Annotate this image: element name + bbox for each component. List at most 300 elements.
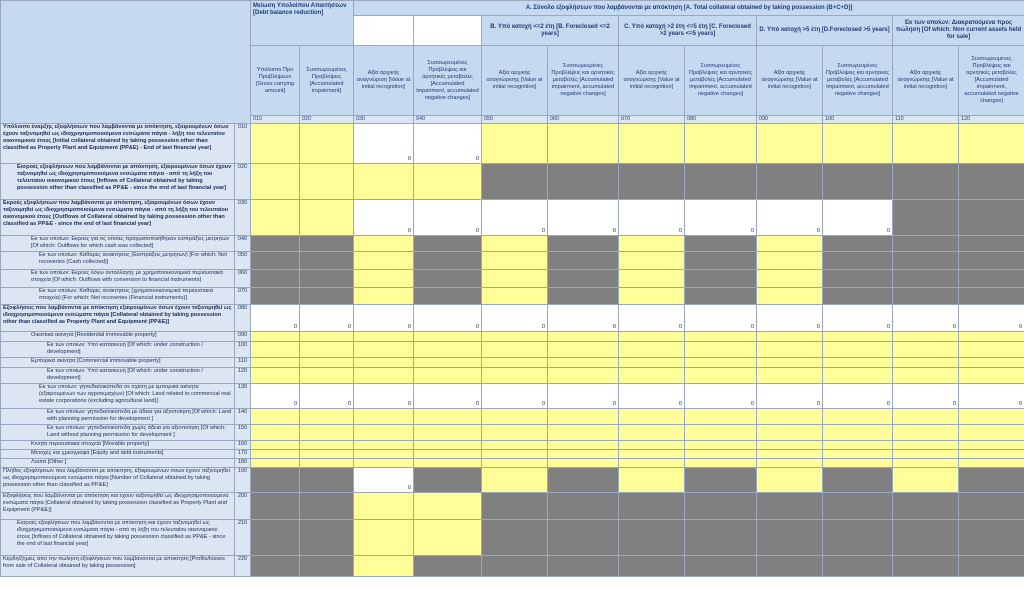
input-cell[interactable] (757, 252, 823, 270)
input-cell[interactable]: 0 (354, 305, 414, 332)
input-cell[interactable] (251, 342, 300, 358)
table-row (1, 468, 1024, 493)
disabled-cell (685, 288, 757, 305)
disabled-cell (823, 252, 893, 270)
input-cell[interactable] (619, 124, 685, 164)
disabled-cell (893, 288, 959, 305)
input-cell[interactable] (482, 450, 548, 459)
row-label: Εκ των οποίων: Εκροές για τις οποίες πραγματοποιήθηκαν εισπράξεις μετρητών [Of which: Outflows for which cash was collected] (1, 236, 235, 252)
input-cell[interactable] (482, 368, 548, 384)
gross-header: Υπόλοιπο Προ Προβλέψεων [Gross carrying amount] (251, 46, 300, 116)
input-cell[interactable]: 0 (414, 124, 482, 164)
input-cell[interactable] (757, 288, 823, 305)
input-cell[interactable] (482, 468, 548, 493)
input-cell[interactable] (685, 409, 757, 425)
row-code: 090 (235, 332, 251, 342)
input-cell[interactable]: 0 (619, 384, 685, 409)
input-cell[interactable]: 0 (893, 384, 959, 409)
input-cell[interactable] (893, 124, 959, 164)
input-cell[interactable] (619, 252, 685, 270)
input-cell[interactable]: 0 (619, 305, 685, 332)
disabled-cell (959, 164, 1024, 200)
input-cell[interactable] (414, 332, 482, 342)
input-cell[interactable]: 0 (482, 384, 548, 409)
input-cell[interactable] (251, 368, 300, 384)
row-label: Πλήθος εξοφλήσεων που λαμβάνονται με απόκτηση, εξαιρουμένων όσων έχουν ταξινομηθεί ως ιδιοχρησιμοποιούμενα ενσώματα πάγια [Number of Collateral obtained by taking possession other than classified as PP&E] (1, 468, 235, 493)
input-cell[interactable] (757, 270, 823, 288)
input-cell[interactable] (251, 441, 300, 450)
input-cell[interactable]: 0 (757, 384, 823, 409)
input-cell[interactable] (893, 358, 959, 368)
row-label: Εισροές εξοφλήσεων που λαμβάνονται με απόκτηση, εξαιρουμένων όσων έχουν ταξινομηθεί ως ιδιοχρησιμοποιούμενα ενσώματα πάγια - από τη λήξη του τελευταίου οικονομικού έτους [Inflows of Collateral obtained by taking possession other than classified as PP&E - since the end of last financial year] (1, 164, 235, 200)
disabled-cell (414, 288, 482, 305)
disabled-cell (300, 520, 354, 556)
disabled-cell (619, 556, 685, 577)
row-label: Μετοχές και χρεόγραφα [Equity and debt instruments] (1, 450, 235, 459)
input-cell[interactable] (354, 288, 414, 305)
input-cell[interactable] (414, 450, 482, 459)
row-label: Εκ των οποίων: γήπεδα/οικόπεδα σε σχέση με εμπορικά ακίνητα (εξαιρουμένων των αγροτεμαχίων) [Of which: Land related to commercial real estate corporations (excluding agricultural land)] (1, 384, 235, 409)
disabled-cell (300, 270, 354, 288)
input-cell[interactable] (414, 459, 482, 468)
disabled-cell (685, 468, 757, 493)
input-cell[interactable] (685, 342, 757, 358)
row-label: Λοιπά [Other ] (1, 459, 235, 468)
input-cell[interactable] (823, 450, 893, 459)
input-cell[interactable] (548, 425, 619, 441)
input-cell[interactable] (619, 358, 685, 368)
disabled-cell (619, 164, 685, 200)
disabled-cell (300, 252, 354, 270)
input-cell[interactable]: 0 (619, 200, 685, 236)
input-cell[interactable] (757, 368, 823, 384)
row-code: 070 (235, 288, 251, 305)
input-cell[interactable] (757, 468, 823, 493)
table-row (1, 332, 1024, 342)
input-cell[interactable] (823, 124, 893, 164)
input-cell[interactable] (251, 200, 300, 236)
table-row (1, 236, 1024, 252)
input-cell[interactable] (757, 332, 823, 342)
input-cell[interactable]: 0 (685, 384, 757, 409)
input-cell[interactable] (300, 368, 354, 384)
row-code: 060 (235, 270, 251, 288)
input-cell[interactable] (251, 164, 300, 200)
input-cell[interactable] (893, 342, 959, 358)
input-cell[interactable]: 0 (959, 305, 1024, 332)
input-cell[interactable] (619, 368, 685, 384)
input-cell[interactable] (482, 425, 548, 441)
input-cell[interactable] (823, 342, 893, 358)
input-cell[interactable] (300, 358, 354, 368)
table-row (1, 556, 1024, 577)
input-cell[interactable]: 0 (548, 384, 619, 409)
input-cell[interactable] (548, 124, 619, 164)
input-cell[interactable] (757, 459, 823, 468)
disabled-cell (893, 200, 959, 236)
table-row (1, 520, 1024, 556)
input-cell[interactable] (823, 332, 893, 342)
input-cell[interactable] (482, 342, 548, 358)
input-cell[interactable]: 0 (685, 305, 757, 332)
disabled-cell (548, 493, 619, 520)
input-cell[interactable] (757, 236, 823, 252)
disabled-cell (300, 493, 354, 520)
table-row (1, 342, 1024, 358)
input-cell[interactable] (685, 368, 757, 384)
column-code: 030 (354, 116, 414, 124)
input-cell[interactable] (619, 332, 685, 342)
input-cell[interactable] (959, 368, 1024, 384)
input-cell[interactable] (619, 450, 685, 459)
input-cell[interactable] (823, 459, 893, 468)
input-cell[interactable] (893, 332, 959, 342)
input-cell[interactable] (414, 368, 482, 384)
disabled-cell (619, 493, 685, 520)
row-code: 030 (235, 200, 251, 236)
table-row (1, 425, 1024, 441)
disabled-cell (548, 270, 619, 288)
input-cell[interactable]: 0 (482, 200, 548, 236)
row-code: 110 (235, 358, 251, 368)
input-cell[interactable] (354, 425, 414, 441)
input-cell[interactable]: 0 (300, 384, 354, 409)
column-code: 060 (548, 116, 619, 124)
input-cell[interactable]: 0 (959, 384, 1024, 409)
input-cell[interactable] (414, 358, 482, 368)
input-cell[interactable] (757, 425, 823, 441)
input-cell[interactable] (893, 409, 959, 425)
row-code: 080 (235, 305, 251, 332)
input-cell[interactable] (685, 450, 757, 459)
disabled-cell (823, 468, 893, 493)
disabled-cell (757, 556, 823, 577)
column-code: 050 (482, 116, 548, 124)
input-cell[interactable] (548, 358, 619, 368)
disabled-cell (548, 288, 619, 305)
disabled-cell (959, 493, 1024, 520)
input-cell[interactable] (823, 409, 893, 425)
input-cell[interactable]: 0 (414, 305, 482, 332)
input-cell[interactable] (482, 459, 548, 468)
e-group-header: Εκ των οποίων: Διακρατούμενα προς πώληση [Of which: Non current assets held for sale] (893, 16, 1024, 46)
input-cell[interactable] (757, 409, 823, 425)
input-cell[interactable] (414, 164, 482, 200)
disabled-cell (414, 556, 482, 577)
input-cell[interactable]: 0 (823, 384, 893, 409)
input-cell[interactable] (300, 425, 354, 441)
table-row (1, 358, 1024, 368)
disabled-cell (823, 288, 893, 305)
input-cell[interactable] (893, 459, 959, 468)
input-cell[interactable]: 0 (414, 384, 482, 409)
input-cell[interactable] (959, 124, 1024, 164)
row-code: 200 (235, 493, 251, 520)
input-cell[interactable] (823, 358, 893, 368)
disabled-cell (823, 164, 893, 200)
disabled-cell (757, 164, 823, 200)
disabled-cell (685, 520, 757, 556)
disabled-cell (959, 270, 1024, 288)
row-label: Εξοφλήσεις που λαμβάνονται με απόκτηση και έχουν ταξινομηθεί ως ιδιοχρησιμοποιούμενα ενσώματα πάγια [Collateral obtained by taking possession classified as Property Plant and Equipment (PP&E)] (1, 493, 235, 520)
c-group-header: C. Υπό κατοχή >2 έτη <=5 έτη [C. Foreclosed >2 years <=5 years] (619, 16, 757, 46)
row-code: 010 (235, 124, 251, 164)
disabled-cell (893, 270, 959, 288)
input-cell[interactable] (354, 332, 414, 342)
disabled-cell (548, 556, 619, 577)
input-cell[interactable]: 0 (548, 305, 619, 332)
disabled-cell (823, 236, 893, 252)
input-cell[interactable] (959, 459, 1024, 468)
input-cell[interactable] (548, 459, 619, 468)
input-cell[interactable] (482, 358, 548, 368)
initial-header: Αξία αρχικής αναγνώρισης [Value at initial recognition] (757, 46, 823, 116)
row-code: 190 (235, 468, 251, 493)
row-code: 120 (235, 368, 251, 384)
input-cell[interactable] (619, 342, 685, 358)
initial-header: Αξία αρχικής αναγνώρισης [Value at initial recognition] (893, 46, 959, 116)
row-code: 170 (235, 450, 251, 459)
input-cell[interactable]: 0 (251, 384, 300, 409)
disabled-cell (757, 493, 823, 520)
input-cell[interactable] (414, 441, 482, 450)
input-cell[interactable] (757, 441, 823, 450)
input-cell[interactable] (354, 164, 414, 200)
input-cell[interactable]: 0 (354, 124, 414, 164)
row-code: 180 (235, 459, 251, 468)
input-cell[interactable] (619, 441, 685, 450)
input-cell[interactable] (619, 409, 685, 425)
input-cell[interactable] (619, 270, 685, 288)
input-cell[interactable]: 0 (823, 200, 893, 236)
input-cell[interactable] (685, 441, 757, 450)
table-row (1, 288, 1024, 305)
table-row (1, 200, 1024, 236)
input-cell[interactable]: 0 (354, 384, 414, 409)
disabled-cell (300, 556, 354, 577)
input-cell[interactable] (685, 425, 757, 441)
input-cell[interactable] (482, 409, 548, 425)
input-cell[interactable] (893, 425, 959, 441)
input-cell[interactable] (757, 358, 823, 368)
table-row (1, 493, 1024, 520)
input-cell[interactable] (354, 358, 414, 368)
initial-header: Αξία αρχικής αναγνώρισης [Value at initial recognition] (482, 46, 548, 116)
disabled-cell (685, 252, 757, 270)
row-code: 040 (235, 236, 251, 252)
input-cell[interactable]: 0 (893, 305, 959, 332)
row-label: Εκ των οποίων: γήπεδα/οικόπεδα με άδεια για αξιοποίηση [Of which: Land with planning permission for development ] (1, 409, 235, 425)
input-cell[interactable]: 0 (757, 200, 823, 236)
input-cell[interactable] (548, 441, 619, 450)
disabled-cell (685, 164, 757, 200)
input-cell[interactable] (548, 332, 619, 342)
input-cell[interactable] (893, 368, 959, 384)
total-collateral-header: A. Σύνολο εξοφλήσεων που λαμβάνονται με απόκτηση [A. Total collateral obtained by taking possession (B+C+D)] (354, 1, 1024, 16)
input-cell[interactable] (893, 441, 959, 450)
input-cell[interactable] (959, 450, 1024, 459)
disabled-cell (251, 270, 300, 288)
input-cell[interactable] (251, 358, 300, 368)
disabled-cell (757, 520, 823, 556)
input-cell[interactable] (354, 556, 414, 577)
input-cell[interactable] (823, 425, 893, 441)
input-cell[interactable] (251, 332, 300, 342)
input-cell[interactable]: 0 (482, 305, 548, 332)
row-label: Κινητά περιουσιακά στοιχεία [Movable property] (1, 441, 235, 450)
input-cell[interactable] (354, 520, 414, 556)
input-cell[interactable] (300, 441, 354, 450)
disabled-cell (548, 236, 619, 252)
input-cell[interactable] (619, 425, 685, 441)
disabled-cell (548, 468, 619, 493)
disabled-cell (482, 556, 548, 577)
input-cell[interactable] (619, 468, 685, 493)
accum-neg-header: Συσσωρευμένες Προβλέψεις και αρνητικές μεταβολές [Accumulated impairment, accumulated negative changes] (823, 46, 893, 116)
input-cell[interactable] (251, 124, 300, 164)
input-cell[interactable] (354, 493, 414, 520)
initial-header: Αξία αρχικής αναγνώρισης [Value at initial recognition] (619, 46, 685, 116)
input-cell[interactable] (959, 425, 1024, 441)
input-cell[interactable] (619, 288, 685, 305)
input-cell[interactable] (823, 441, 893, 450)
input-cell[interactable] (414, 493, 482, 520)
input-cell[interactable] (959, 342, 1024, 358)
input-cell[interactable] (619, 236, 685, 252)
input-cell[interactable]: 0 (354, 468, 414, 493)
input-cell[interactable] (893, 468, 959, 493)
input-cell[interactable] (959, 358, 1024, 368)
input-cell[interactable] (300, 200, 354, 236)
input-cell[interactable] (251, 409, 300, 425)
disabled-cell (823, 556, 893, 577)
table-row (1, 252, 1024, 270)
input-cell[interactable] (757, 124, 823, 164)
disabled-cell (251, 556, 300, 577)
column-code: 110 (893, 116, 959, 124)
disabled-cell (893, 164, 959, 200)
input-cell[interactable] (482, 236, 548, 252)
disabled-cell (893, 520, 959, 556)
input-cell[interactable] (823, 368, 893, 384)
input-cell[interactable] (685, 124, 757, 164)
input-cell[interactable] (482, 270, 548, 288)
disabled-cell (414, 236, 482, 252)
input-cell[interactable] (300, 342, 354, 358)
input-cell[interactable]: 0 (354, 200, 414, 236)
input-cell[interactable] (414, 342, 482, 358)
disabled-cell (959, 556, 1024, 577)
input-cell[interactable]: 0 (823, 305, 893, 332)
accum-imp-header: Συσσωρευμένες Προβλέψεις [Accumulated impairment] (300, 46, 354, 116)
table-row (1, 450, 1024, 459)
disabled-cell (482, 520, 548, 556)
input-cell[interactable]: 0 (757, 305, 823, 332)
row-label: Εκ των οποίων: γήπεδα/οικόπεδα χωρίς άδεια για αξιοποίηση [Of which: Land without planning permission for development ] (1, 425, 235, 441)
input-cell[interactable] (354, 368, 414, 384)
input-cell[interactable] (300, 459, 354, 468)
accum-neg-header: Συσσωρευμένες Προβλέψεις και αρνητικές μεταβολές [Accumulated impairment, accumulated negative changes] (548, 46, 619, 116)
input-cell[interactable] (354, 409, 414, 425)
input-cell[interactable] (757, 342, 823, 358)
input-cell[interactable]: 0 (685, 200, 757, 236)
input-cell[interactable] (354, 459, 414, 468)
input-cell[interactable]: 0 (548, 200, 619, 236)
input-cell[interactable] (354, 270, 414, 288)
disabled-cell (959, 288, 1024, 305)
input-cell[interactable] (482, 332, 548, 342)
input-cell[interactable]: 0 (414, 200, 482, 236)
input-cell[interactable] (251, 459, 300, 468)
input-cell[interactable] (300, 450, 354, 459)
input-cell[interactable] (354, 252, 414, 270)
table-row (1, 270, 1024, 288)
input-cell[interactable] (482, 124, 548, 164)
disabled-cell (251, 468, 300, 493)
row-label: Εισροές εξοφλήσεων που λαμβάνονται με απόκτηση και έχουν ταξινομηθεί ως ιδιοχρησιμοποιούμενα ενσώματα πάγια - από τη λήξη του τελευταίου οικονομικού έτους [Inflows of Collateral obtained by taking possession classified as PP&E - since the end of last financial year] (1, 520, 235, 556)
input-cell[interactable] (959, 409, 1024, 425)
disabled-cell (251, 520, 300, 556)
input-cell[interactable] (959, 332, 1024, 342)
input-cell[interactable] (354, 236, 414, 252)
disabled-cell (300, 468, 354, 493)
input-cell[interactable] (685, 459, 757, 468)
table-row (1, 441, 1024, 450)
input-cell[interactable] (548, 409, 619, 425)
input-cell[interactable] (548, 368, 619, 384)
input-cell[interactable] (482, 441, 548, 450)
disabled-cell (893, 493, 959, 520)
input-cell[interactable] (685, 332, 757, 342)
input-cell[interactable] (482, 252, 548, 270)
input-cell[interactable] (251, 450, 300, 459)
input-cell[interactable] (300, 164, 354, 200)
input-cell[interactable] (251, 425, 300, 441)
input-cell[interactable] (893, 450, 959, 459)
row-code: 140 (235, 409, 251, 425)
disabled-cell (482, 164, 548, 200)
disabled-cell (823, 493, 893, 520)
input-cell[interactable] (300, 409, 354, 425)
column-code: 090 (757, 116, 823, 124)
input-cell[interactable] (757, 450, 823, 459)
input-cell[interactable] (414, 520, 482, 556)
disabled-cell (685, 556, 757, 577)
input-cell[interactable] (685, 358, 757, 368)
input-cell[interactable] (414, 409, 482, 425)
input-cell[interactable] (300, 332, 354, 342)
input-cell[interactable] (354, 342, 414, 358)
disabled-cell (959, 252, 1024, 270)
disabled-cell (959, 200, 1024, 236)
input-cell[interactable] (548, 342, 619, 358)
column-code: 040 (414, 116, 482, 124)
input-cell[interactable] (354, 441, 414, 450)
input-cell[interactable] (959, 441, 1024, 450)
input-cell[interactable] (300, 124, 354, 164)
row-label: Οικιστικά ακίνητα [Residential immovable property] (1, 332, 235, 342)
input-cell[interactable]: 0 (251, 305, 300, 332)
disabled-cell (251, 236, 300, 252)
input-cell[interactable] (619, 459, 685, 468)
input-cell[interactable] (414, 425, 482, 441)
input-cell[interactable] (354, 450, 414, 459)
input-cell[interactable]: 0 (300, 305, 354, 332)
accum-neg-header: Συσσωρευμένες Προβλέψεις και αρνητικές μεταβολές [Accumulated impairment, accumulated negative changes] (959, 46, 1024, 116)
disabled-cell (300, 236, 354, 252)
input-cell[interactable] (482, 288, 548, 305)
input-cell[interactable] (548, 450, 619, 459)
